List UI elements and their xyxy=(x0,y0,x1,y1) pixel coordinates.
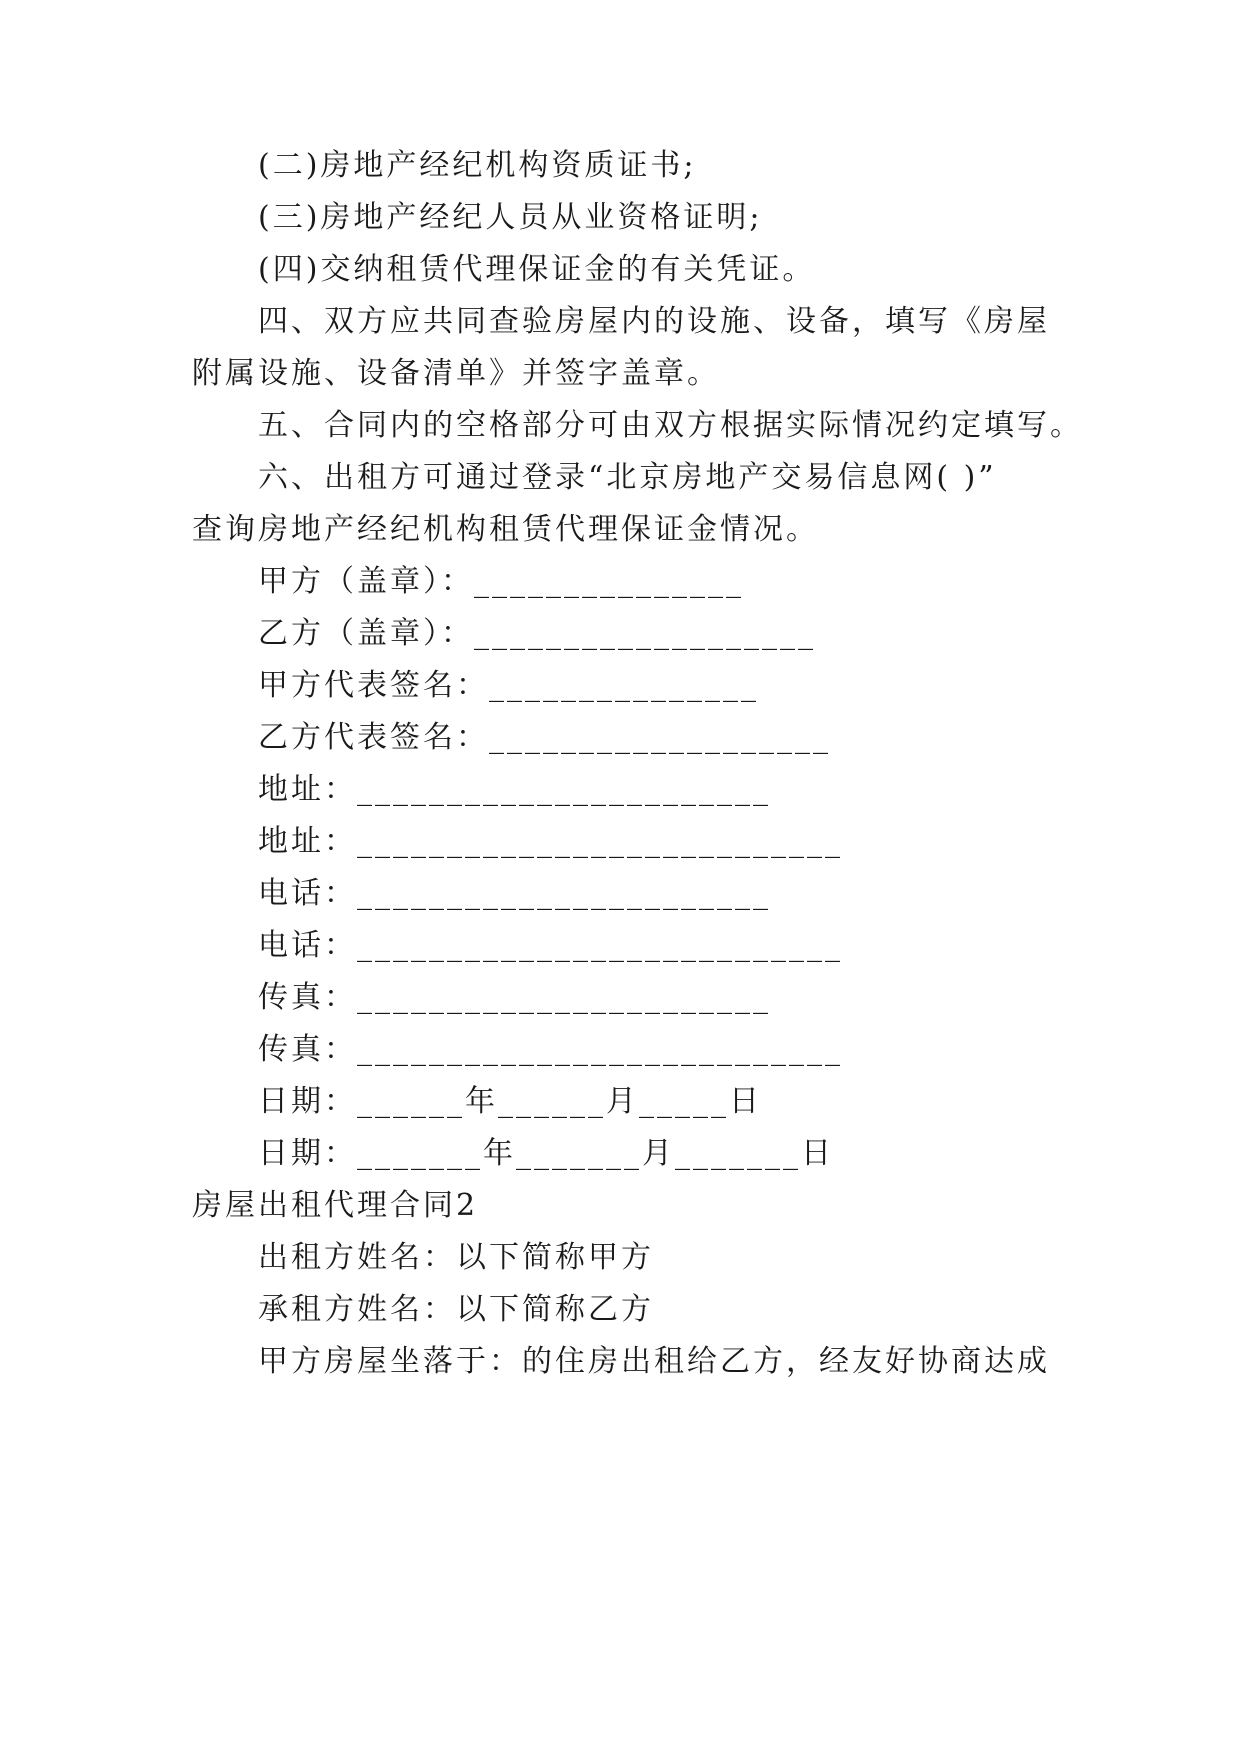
address-line-b: 地址：___________________________ xyxy=(258,824,843,859)
signature-line-party-b: 乙方（盖章）：___________________ xyxy=(258,616,816,651)
date-line-a: 日期：______年______月_____日 xyxy=(258,1084,762,1119)
text-line: (四)交纳租赁代理保证金的有关凭证。 xyxy=(258,252,816,287)
phone-line-a: 电话：_______________________ xyxy=(258,876,771,911)
text-line: 出租方姓名：以下简称甲方 xyxy=(258,1240,654,1275)
section-title: 房屋出租代理合同2 xyxy=(192,1188,479,1223)
text-line: (三)房地产经纪人员从业资格证明; xyxy=(258,200,763,235)
signature-line-rep-b: 乙方代表签名：___________________ xyxy=(258,720,831,755)
text-line: 四、双方应共同查验房屋内的设施、设备，填写《房屋 xyxy=(258,304,1050,339)
text-line: 附属设施、设备清单》并签字盖章。 xyxy=(192,356,720,391)
phone-line-b: 电话：___________________________ xyxy=(258,928,843,963)
text-line: 查询房地产经纪机构租赁代理保证金情况。 xyxy=(192,512,819,547)
signature-line-party-a: 甲方（盖章）：_______________ xyxy=(258,564,744,599)
text-line: 五、合同内的空格部分可由双方根据实际情况约定填写。 xyxy=(258,408,1083,443)
address-line-a: 地址：_______________________ xyxy=(258,772,771,807)
date-line-b: 日期：_______年_______月_______日 xyxy=(258,1136,834,1171)
fax-line-a: 传真：_______________________ xyxy=(258,980,771,1015)
text-line: 六、出租方可通过登录“北京房地产交易信息网( )” xyxy=(258,460,997,495)
text-line: 甲方房屋坐落于：的住房出租给乙方，经友好协商达成 xyxy=(258,1344,1050,1379)
text-line: 承租方姓名：以下简称乙方 xyxy=(258,1292,654,1327)
text-line: (二)房地产经纪机构资质证书; xyxy=(258,148,697,183)
fax-line-b: 传真：___________________________ xyxy=(258,1032,843,1067)
signature-line-rep-a: 甲方代表签名：_______________ xyxy=(258,668,759,703)
